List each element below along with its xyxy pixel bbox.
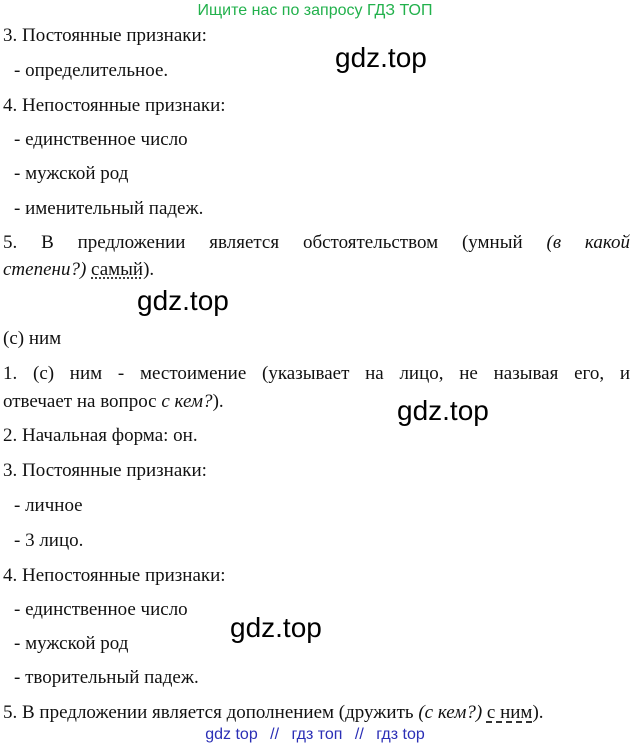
site-banner: Ищите нас по запросу ГДЗ ТОП [197, 2, 433, 19]
question-italic: (в какой [546, 232, 630, 253]
footer-links [0, 726, 630, 744]
paragraph-continuation [3, 259, 154, 281]
list-item: - единственное число [14, 129, 188, 150]
footer-separator: // [270, 726, 280, 743]
footer-link-gdz-top-mixed[interactable]: гдз top [376, 726, 425, 743]
text-span: 5. В предложении является дополнением (дружить [3, 702, 419, 723]
list-item: - 3 лицо. [14, 530, 84, 551]
paragraph-syntax-role [3, 232, 630, 254]
text-span: ). [532, 702, 544, 723]
question-italic: с кем? [161, 391, 213, 412]
list-item: - определительное. [14, 60, 169, 81]
text-span: 5. В предложении является обстоятельством (умный [3, 232, 547, 253]
underlined-word: самый [91, 259, 144, 280]
paragraph: 4. Непостоянные признаки: [3, 565, 226, 586]
footer-link-gdz-top-ru[interactable]: гдз топ [291, 726, 343, 743]
list-item: - творительный падеж. [14, 667, 199, 688]
question-italic: (с кем?) [418, 702, 483, 723]
question-italic: степени?) [3, 259, 87, 280]
watermark: gdz.top [335, 42, 427, 73]
footer-link-gdz-top[interactable]: gdz top [205, 726, 258, 743]
list-item: - единственное число [14, 599, 188, 620]
list-item: - личное [14, 495, 83, 516]
watermark: gdz.top [137, 285, 229, 316]
list-item: - именительный падеж. [14, 198, 204, 219]
paragraph-definition: 1. (с) ним - местоимение (указывает на лицо, не называя его, и [3, 363, 630, 384]
footer-separator: // [354, 726, 364, 743]
paragraph-continuation [3, 391, 224, 413]
text-span: ). [143, 259, 155, 280]
paragraph: 3. Постоянные признаки: [3, 25, 207, 46]
section-title: (с) ним [3, 328, 62, 349]
watermark: gdz.top [397, 395, 489, 426]
underlined-word: с ним [486, 702, 533, 723]
text-span: отвечает на вопрос [3, 391, 162, 412]
paragraph: 4. Непостоянные признаки: [3, 95, 226, 116]
list-item: - мужской род [14, 633, 129, 654]
text-span: ). [212, 391, 224, 412]
paragraph-syntax-role [3, 702, 544, 724]
paragraph: 3. Постоянные признаки: [3, 460, 207, 481]
paragraph: 2. Начальная форма: он. [3, 425, 198, 446]
list-item: - мужской род [14, 163, 129, 184]
watermark: gdz.top [230, 612, 322, 643]
